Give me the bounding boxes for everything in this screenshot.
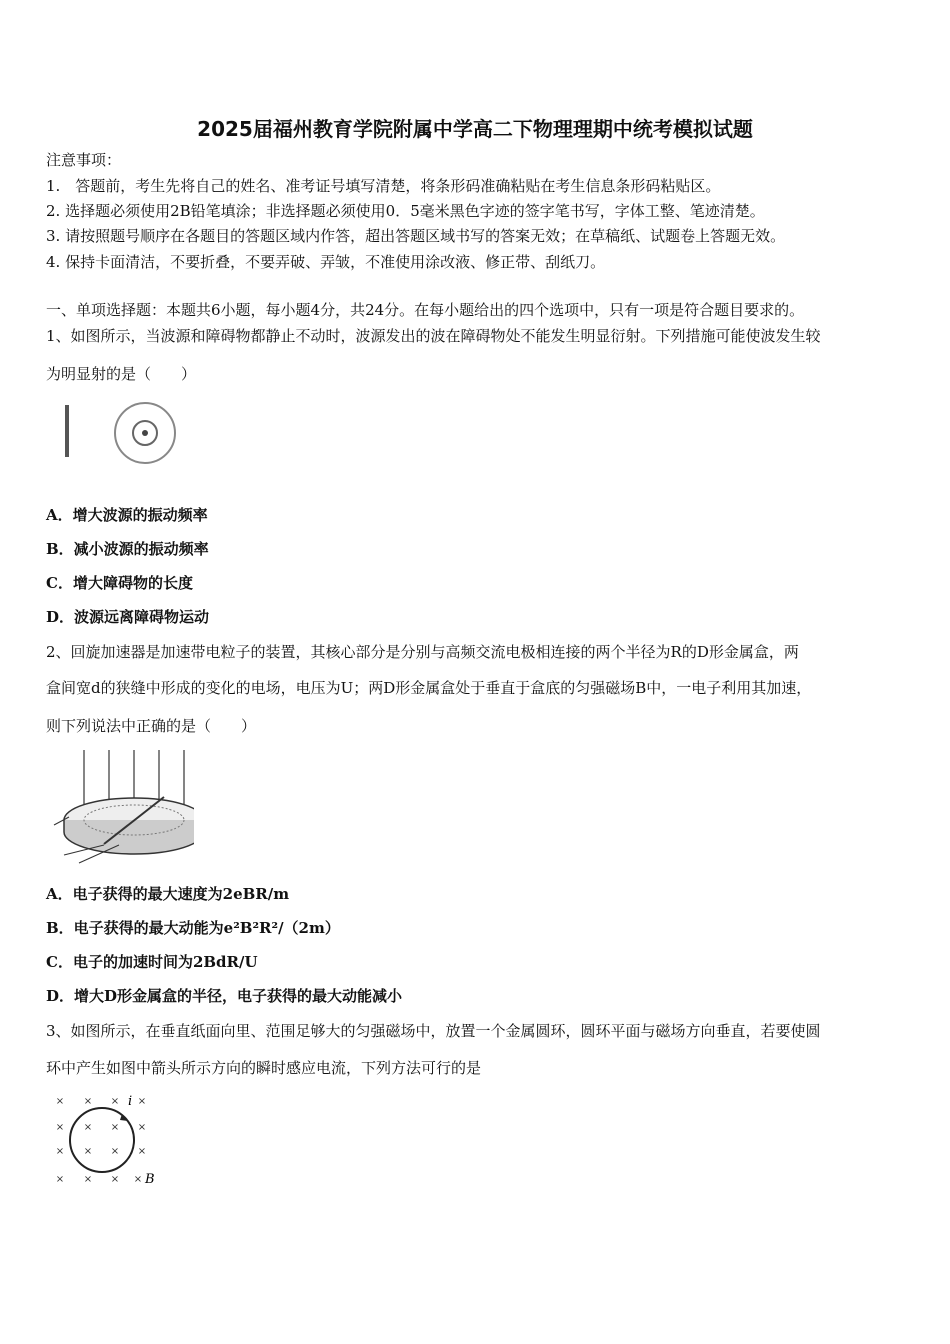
magnetic-ring-figure <box>50 1090 170 1190</box>
notes-heading: 注意事项： <box>46 151 122 169</box>
svg-text:×: × <box>83 1096 93 1107</box>
section-heading: 一、单项选择题：本题共6小题，每小题4分，共24分。在每小题给出的四个选项中，只有一项是符合题目要求的。 <box>46 301 805 319</box>
q2-option-b: B．电子获得的最大动能为e²B²R²/（2m） <box>46 919 340 937</box>
note-item: 1. 答题前，考生先将自己的姓名、准考证号填写清楚，将条形码准确粘贴在考生信息条形码粘贴区。 <box>46 177 721 195</box>
question-1-text: 1、如图所示，当波源和障碍物都静止不动时，波源发出的波在障碍物处不能发生明显衍射。下列措施可能使波发生较 <box>46 327 821 345</box>
svg-text:×: × <box>110 1146 120 1157</box>
note-item: 2. 选择题必须使用2B铅笔填涂；非选择题必须使用0．5毫米黑色字迹的签字笔书写，字体工整、笔迹清楚。 <box>46 202 765 220</box>
svg-text:×: × <box>83 1146 93 1157</box>
svg-text:×: × <box>137 1096 147 1107</box>
note-item: 3. 请按照题号顺序在各题目的答题区域内作答，超出答题区域书写的答案无效；在草稿纸、试题卷上答题无效。 <box>46 227 786 245</box>
question-2-text: 2、回旋加速器是加速带电粒子的装置，其核心部分是分别与高频交流电极相连接的两个半径为R的D形金属盒，两 <box>46 643 799 661</box>
q2-option-d: D．增大D形金属盒的半径，电子获得的最大动能减小 <box>46 987 403 1005</box>
svg-text:×: × <box>55 1146 65 1157</box>
wave-diffraction-figure <box>50 395 190 470</box>
q1-option-d: D．波源远离障碍物运动 <box>46 608 210 626</box>
q2-option-a: A．电子获得的最大速度为2eBR/m <box>46 885 290 903</box>
page-title: 2025届福州教育学院附属中学高二下物理理期中统考模拟试题 <box>197 117 753 141</box>
svg-text:×: × <box>55 1174 65 1185</box>
svg-text:×: × <box>83 1174 93 1185</box>
q1-option-c: C．增大障碍物的长度 <box>46 574 193 592</box>
svg-text:×: × <box>83 1122 93 1133</box>
current-label: i <box>128 1094 133 1109</box>
note-item: 4. 保持卡面清洁，不要折叠，不要弄破、弄皱，不准使用涂改液、修正带、刮纸刀。 <box>46 253 606 271</box>
svg-text:×: × <box>110 1096 120 1107</box>
field-label: B <box>145 1172 155 1187</box>
question-2-text: 则下列说法中正确的是（ ） <box>46 717 257 735</box>
question-1-text: 为明显射的是（ ） <box>46 365 197 383</box>
svg-text:×: × <box>55 1096 65 1107</box>
svg-text:×: × <box>133 1174 143 1185</box>
svg-text:×: × <box>137 1146 147 1157</box>
svg-text:×: × <box>137 1122 147 1133</box>
q2-option-c: C．电子的加速时间为2BdR/U <box>46 953 258 971</box>
q1-option-a: A．增大波源的振动频率 <box>46 506 208 524</box>
cyclotron-figure <box>44 745 194 870</box>
svg-text:×: × <box>110 1174 120 1185</box>
q1-option-b: B．减小波源的振动频率 <box>46 540 209 558</box>
question-3-text: 3、如图所示，在垂直纸面向里、范围足够大的匀强磁场中，放置一个金属圆环，圆环平面与磁场方向垂直，若要使圆 <box>46 1022 821 1040</box>
svg-text:×: × <box>110 1122 120 1133</box>
question-3-text: 环中产生如图中箭头所示方向的瞬时感应电流，下列方法可行的是 <box>46 1059 482 1077</box>
question-2-text: 盒间宽d的狭缝中形成的变化的电场，电压为U；两D形金属盒处于垂直于盒底的匀强磁场B中，一电子利用其加速， <box>46 679 812 697</box>
svg-text:×: × <box>55 1122 65 1133</box>
